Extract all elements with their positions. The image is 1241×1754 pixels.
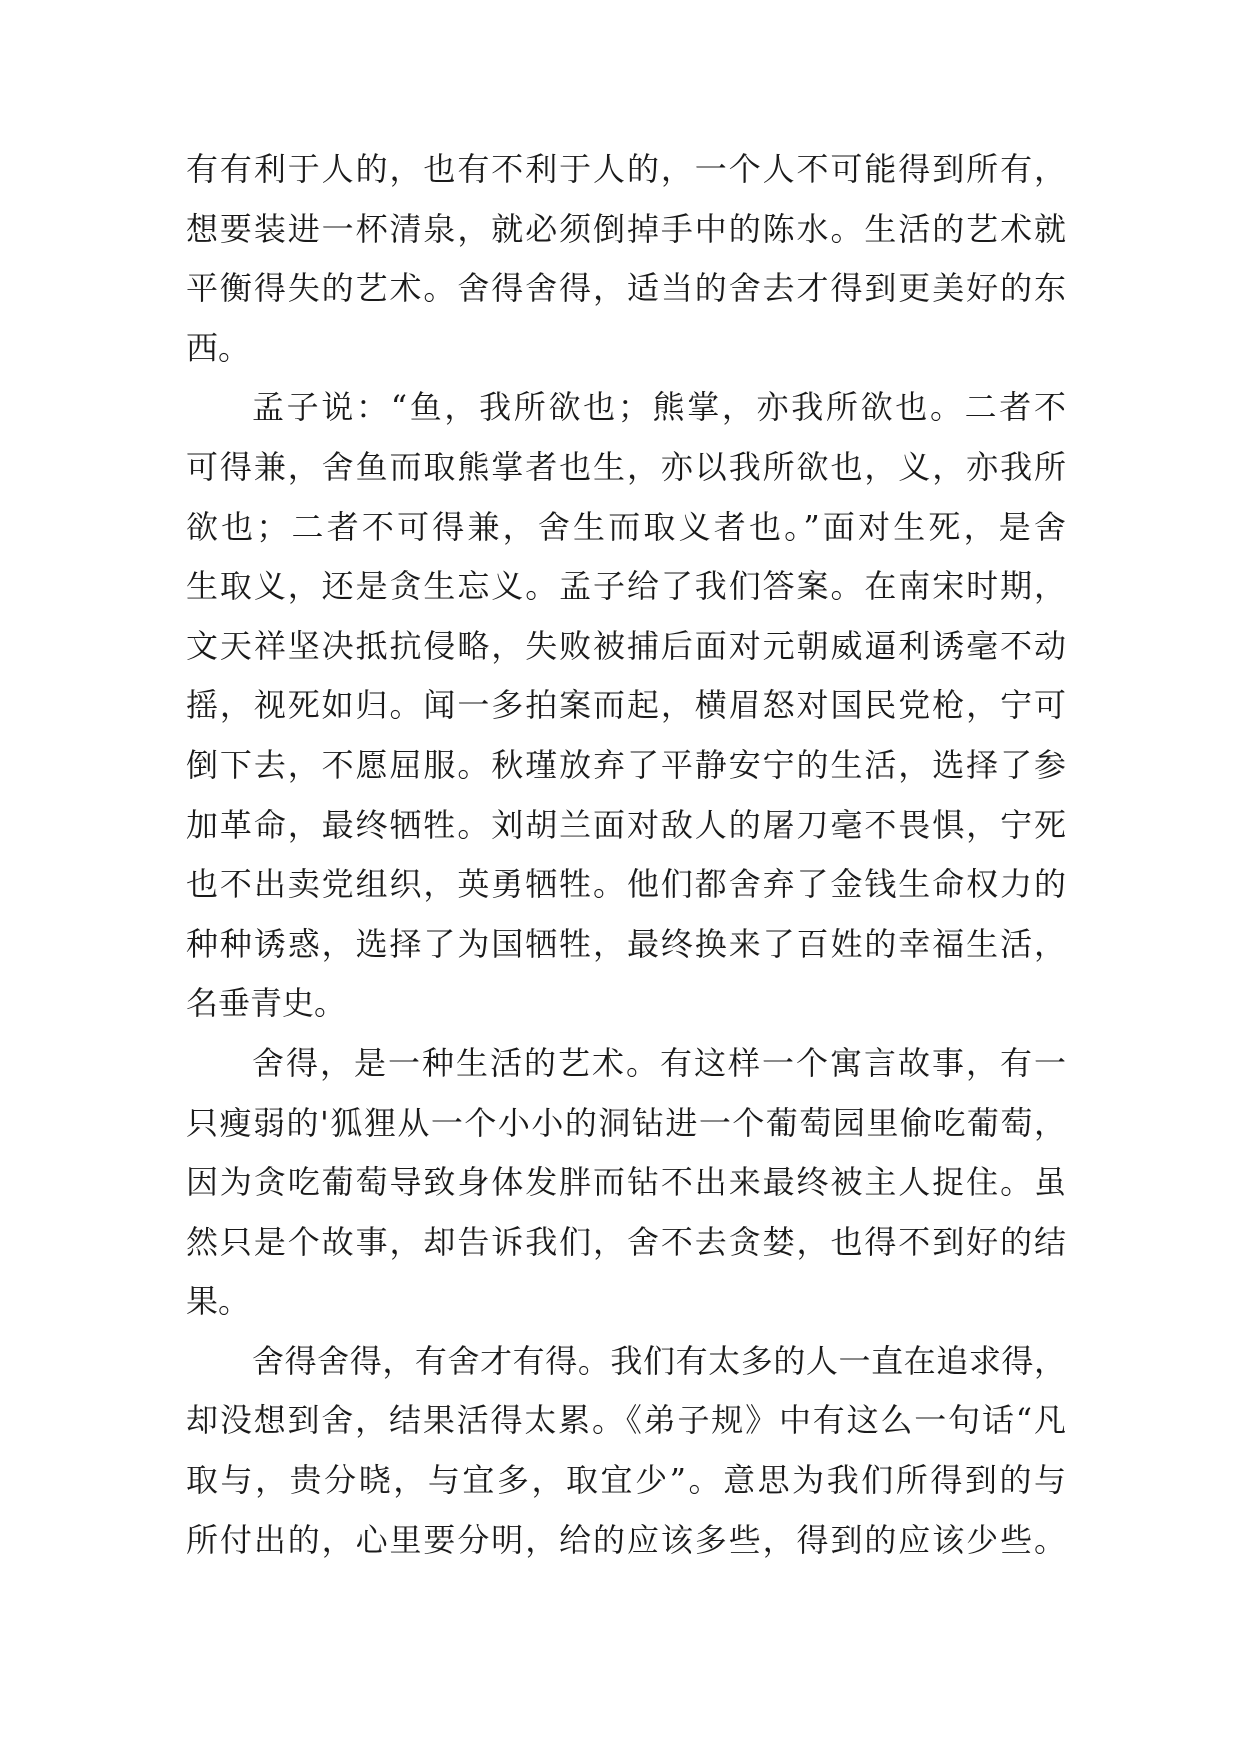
text-line: 西。 [186, 328, 251, 367]
text-line: 加革命，最终牺牲。刘胡兰面对敌人的屠刀毫不畏惧，宁死 [186, 805, 1066, 844]
text-line: 取与，贵分晓，与宜多，取宜少”。意思为我们所得到的与 [186, 1461, 1066, 1500]
text-line: 想要装进一杯清泉，就必须倒掉手中的陈水。生活的艺术就 [186, 209, 1066, 248]
text-line: 然只是个故事，却告诉我们，舍不去贪婪，也得不到好的结 [186, 1222, 1066, 1261]
text-line: 生取义，还是贪生忘义。孟子给了我们答案。在南宋时期， [186, 567, 1066, 606]
text-line: 所付出的，心里要分明，给的应该多些，得到的应该少些。 [186, 1520, 1066, 1559]
text-line: 文天祥坚决抵抗侵略，失败被捕后面对元朝威逼利诱毫不动 [186, 626, 1066, 665]
text-line: 倒下去，不愿屈服。秋瑾放弃了平静安宁的生活，选择了参 [186, 745, 1066, 784]
document-page [186, 140, 1066, 1570]
text-line: 只瘦弱的'狐狸从一个小小的洞钻进一个葡萄园里偷吃葡萄， [186, 1103, 1066, 1142]
text-line: 有有利于人的，也有不利于人的，一个人不可能得到所有， [186, 150, 1066, 188]
text-line: 因为贪吃葡萄导致身体发胖而钻不出来最终被主人捉住。虽 [186, 1163, 1066, 1202]
text-line: 也不出卖党组织，英勇牺牲。他们都舍弃了金钱生命权力的 [186, 865, 1066, 904]
paragraph-start-line: 舍得，是一种生活的艺术。有这样一个寓言故事，有一 [252, 1043, 1066, 1082]
text-line: 种种诱惑，选择了为国牺牲，最终换来了百姓的幸福生活， [186, 924, 1066, 963]
paragraph-start-line: 孟子说：“鱼，我所欲也；熊掌，亦我所欲也。二者不 [252, 388, 1066, 427]
text-line: 却没想到舍，结果活得太累。《弟子规》中有这么一句话“凡 [186, 1401, 1066, 1440]
text-line: 可得兼，舍鱼而取熊掌者也生，亦以我所欲也，义，亦我所 [186, 447, 1066, 486]
text-line: 名垂青史。 [186, 984, 347, 1023]
text-line: 果。 [186, 1282, 251, 1321]
text-line: 欲也；二者不可得兼，舍生而取义者也。”面对生死，是舍 [186, 507, 1066, 546]
paragraph-start-line: 舍得舍得，有舍才有得。我们有太多的人一直在追求得， [252, 1341, 1066, 1380]
text-line: 摇，视死如归。闻一多拍案而起，横眉怒对国民党枪，宁可 [186, 686, 1066, 725]
text-line: 平衡得失的艺术。舍得舍得，适当的舍去才得到更美好的东 [186, 269, 1066, 308]
